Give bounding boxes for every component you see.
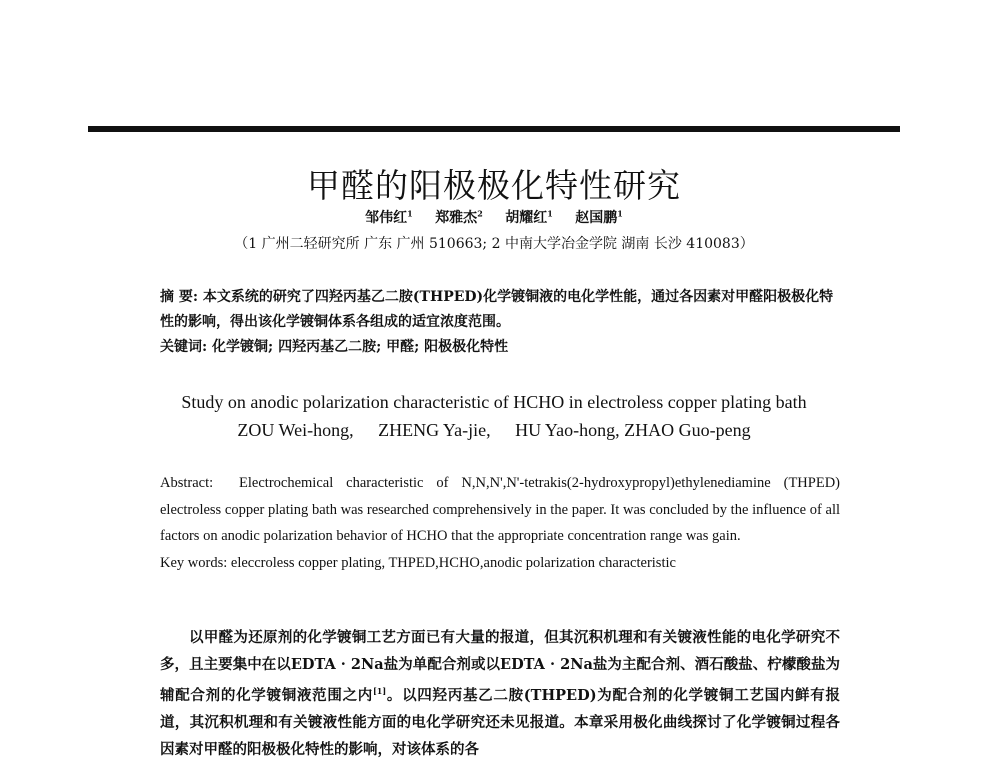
abstract-en	[160, 470, 840, 576]
abstract-en-label: Abstract:	[160, 475, 214, 491]
authors-en: ZOU Wei-hong, ZHENG Ya-jie, HU Yao-hong, ZHAO Guo-peng	[237, 420, 751, 440]
abstract-en-text: Electrochemical characteristic of N,N,N',N'-tetrakis(2-hydroxypropyl)ethylenediamine (THPED) electroless copper plating bath was researched comprehensively in the paper. It was concluded by the influence of all factors on anodic polarization behavior of HCHO that the appropriate concentration range was gain.	[160, 475, 840, 544]
abstract-zh-label: 摘 要:	[160, 289, 199, 305]
title-en: Study on anodic polarization characteristic of HCHO in electroless copper plating bath	[181, 392, 807, 412]
header-rule	[88, 126, 900, 132]
keywords-en-label: Key words:	[160, 554, 228, 571]
author: 郑雅杰$^2$	[435, 208, 483, 226]
abstract-zh-text: 本文系统的研究了四羟丙基乙二胺(THPED)化学镀铜液的电化学性能，通过各因素对甲醛阳极极化特性的影响，得出该化学镀铜体系各组成的适宜浓度范围。	[160, 289, 834, 330]
body-paragraph: 以甲醛为还原剂的化学镀铜工艺方面已有大量的报道，但其沉积机理和有关镀液性能的电化学研究不多，且主要集中在以EDTA · 2Na盐为单配合剂或以EDTA · 2Na盐为主配合剂、酒石酸盐、柠檬酸盐为辅配合剂的化学镀铜液范围之内[1]。以四羟丙基乙二胺(THPED)为配合剂的化学镀铜工艺国内鲜有报道，其沉积机理和有关镀液性能方面的电化学研究还未见报道。本章采用极化曲线探讨了化学镀铜过程各因素对甲醛的阳极极化特性的影响，对该体系的各	[160, 629, 840, 758]
abstract-zh	[160, 285, 840, 360]
keywords-zh-text: 化学镀铜; 四羟丙基乙二胺; 甲醛; 阳极极化特性	[212, 339, 509, 355]
citation: [1]	[373, 686, 387, 696]
keywords-zh-label: 关键词:	[160, 339, 208, 355]
affiliation: （1 广州二轻研究所 广东 广州 510663; 2 中南大学冶金学院 湖南 长沙 410083）	[234, 236, 754, 252]
author: 邹伟红$^1$	[365, 208, 413, 226]
author-list	[88, 207, 900, 227]
author: 赵国鹏$^1$	[575, 208, 623, 226]
author: 胡耀红$^1$	[505, 208, 553, 226]
keywords-en-text: eleccroless copper plating, THPED,HCHO,anodic polarization characteristic	[230, 554, 676, 571]
paper-title: 甲醛的阳极极化特性研究	[307, 166, 681, 205]
